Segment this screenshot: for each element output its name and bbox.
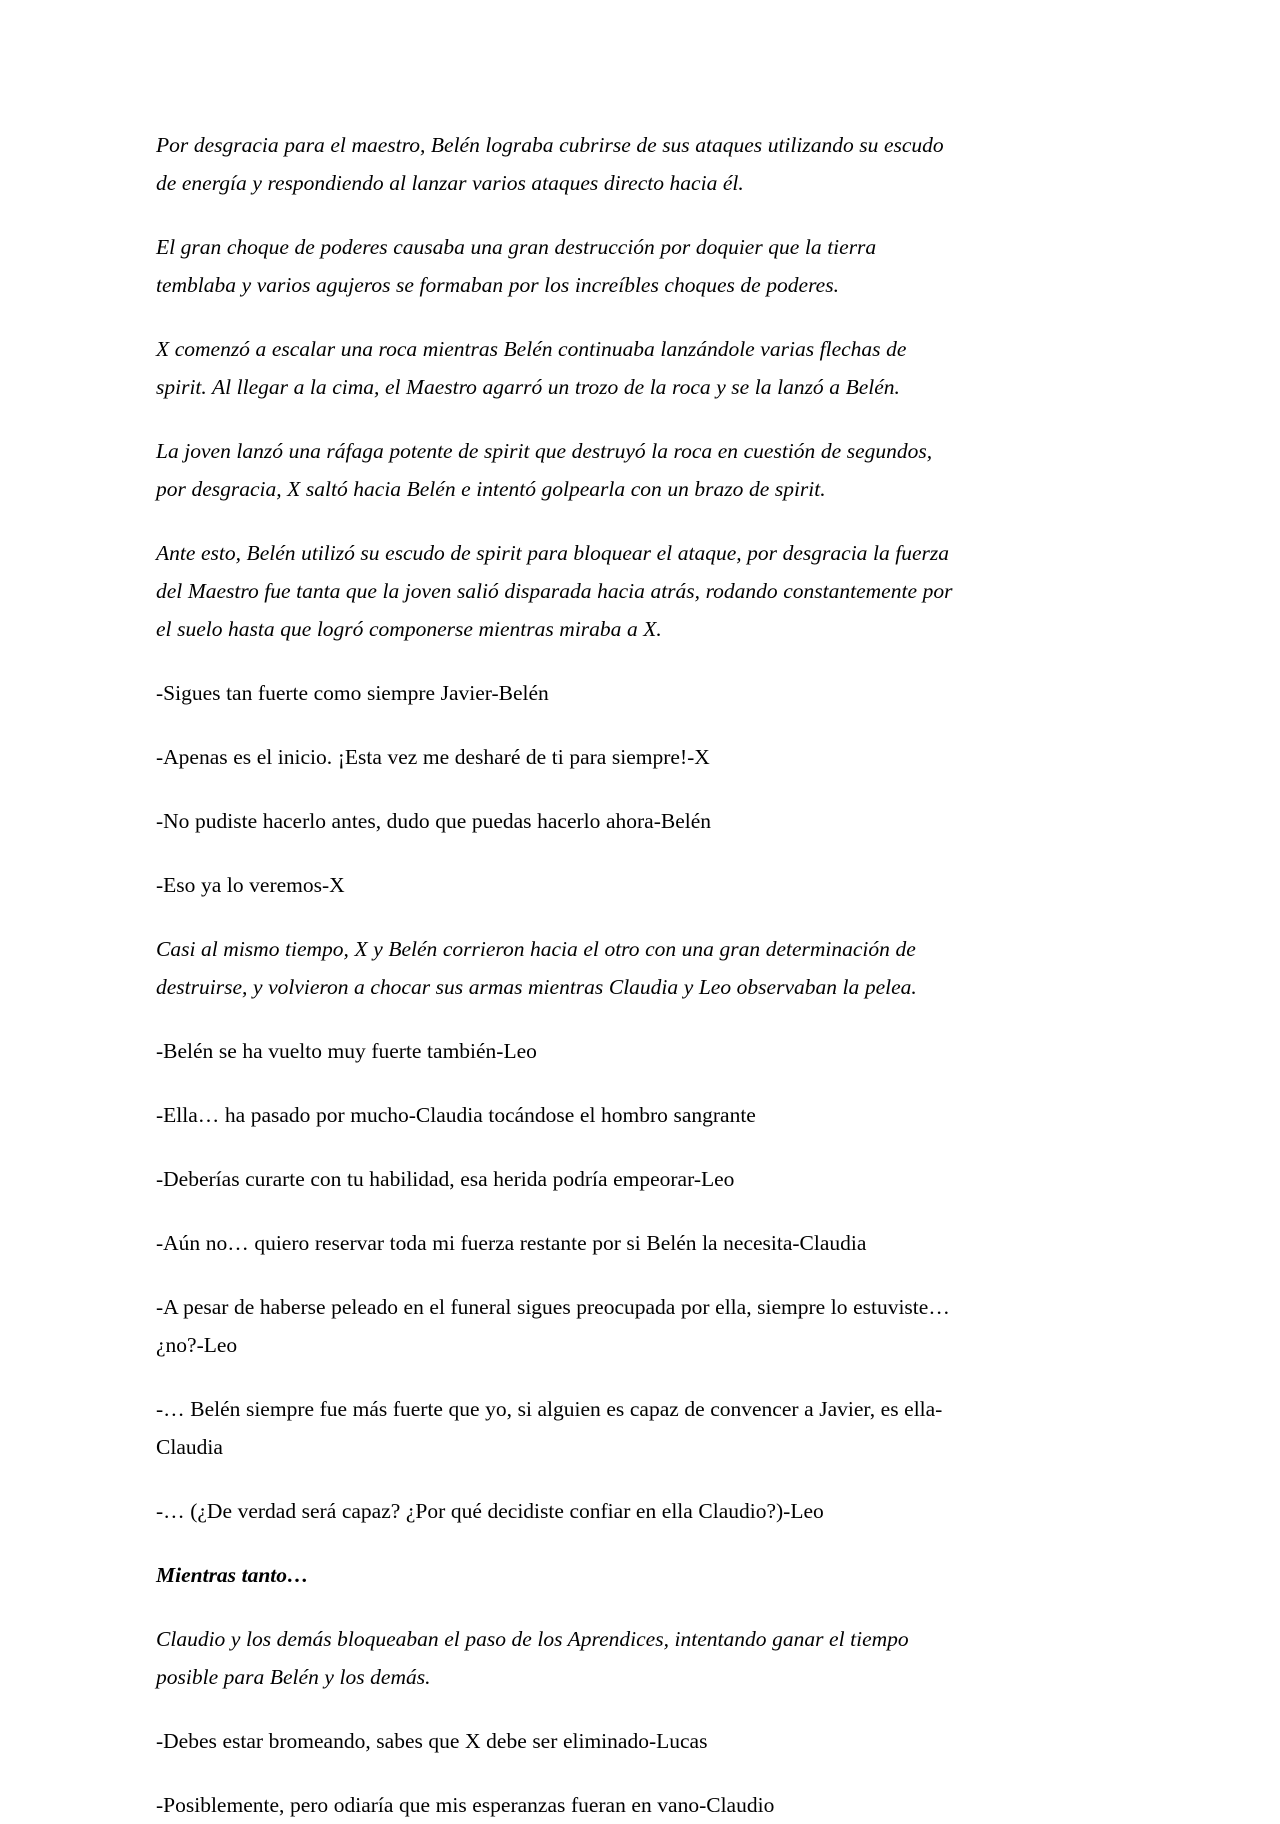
dialogue-line: -… (¿De verdad será capaz? ¿Por qué decidiste confiar en ella Claudio?)-Leo	[156, 1499, 824, 1523]
dialogue-line: -… Belén siempre fue más fuerte que yo, si alguien es capaz de convencer a Javier, es ella-Claudia	[156, 1397, 943, 1459]
dialogue-line: -Debes estar bromeando, sabes que X debe ser eliminado-Lucas	[156, 1729, 708, 1753]
narration-paragraph: Por desgracia para el maestro, Belén lograba cubrirse de sus ataques utilizando su escudo de energía y respondiendo al lanzar varios ataques directo hacia él.	[156, 133, 944, 195]
document-body	[156, 126, 958, 1824]
dialogue-line: -Ella… ha pasado por mucho-Claudia tocándose el hombro sangrante	[156, 1103, 756, 1127]
narration-paragraph: Claudio y los demás bloqueaban el paso de los Aprendices, intentando ganar el tiempo posible para Belén y los demás.	[156, 1627, 909, 1689]
narration-paragraph: X comenzó a escalar una roca mientras Belén continuaba lanzándole varias flechas de spirit. Al llegar a la cima, el Maestro agarró un trozo de la roca y se la lanzó a Belén.	[156, 337, 907, 399]
dialogue-line: -Aún no… quiero reservar toda mi fuerza restante por si Belén la necesita-Claudia	[156, 1231, 867, 1255]
dialogue-line: -Deberías curarte con tu habilidad, esa herida podría empeorar-Leo	[156, 1167, 735, 1191]
dialogue-line: -No pudiste hacerlo antes, dudo que puedas hacerlo ahora-Belén	[156, 809, 712, 833]
section-heading: Mientras tanto…	[156, 1563, 309, 1587]
dialogue-line: -Sigues tan fuerte como siempre Javier-Belén	[156, 681, 549, 705]
dialogue-line: -Belén se ha vuelto muy fuerte también-Leo	[156, 1039, 537, 1063]
narration-paragraph: Ante esto, Belén utilizó su escudo de spirit para bloquear el ataque, por desgracia la fuerza del Maestro fue tanta que la joven salió disparada hacia atrás, rodando constantemente por el suelo hasta que logró componerse mientras miraba a X.	[156, 541, 953, 641]
dialogue-line: -Apenas es el inicio. ¡Esta vez me desharé de ti para siempre!-X	[156, 745, 710, 769]
dialogue-line: -Eso ya lo veremos-X	[156, 873, 345, 897]
narration-paragraph: La joven lanzó una ráfaga potente de spirit que destruyó la roca en cuestión de segundos, por desgracia, X saltó hacia Belén e intentó golpearla con un brazo de spirit.	[156, 439, 933, 501]
dialogue-line: -Posiblemente, pero odiaría que mis esperanzas fueran en vano-Claudio	[156, 1793, 775, 1817]
dialogue-line: -A pesar de haberse peleado en el funeral sigues preocupada por ella, siempre lo estuviste… ¿no?-Leo	[156, 1295, 950, 1357]
narration-paragraph: El gran choque de poderes causaba una gran destrucción por doquier que la tierra temblaba y varios agujeros se formaban por los increíbles choques de poderes.	[156, 235, 877, 297]
narration-paragraph: Casi al mismo tiempo, X y Belén corrieron hacia el otro con una gran determinación de destruirse, y volvieron a chocar sus armas mientras Claudia y Leo observaban la pelea.	[156, 937, 917, 999]
